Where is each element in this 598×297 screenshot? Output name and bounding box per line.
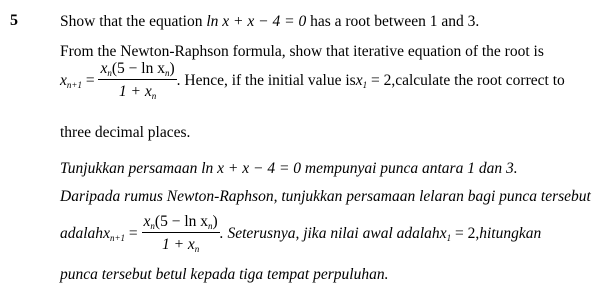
malay-equation: ln x + x − 4 = 0 — [201, 160, 302, 177]
malay-formula-lhs: $x_{n+1}$ — [103, 224, 126, 243]
english-line-2: From the Newton-Raphson formula, show that iterative equation of the root is — [60, 43, 544, 60]
english-line3-end: calculate the root correct to — [395, 71, 565, 89]
initial-value: $x_1 = 2$, — [355, 71, 396, 90]
malay-fraction-numerator: $x_n(5 - \ln x_n)$ — [143, 213, 218, 231]
english-line-1 — [60, 14, 479, 30]
malay-line-2: Daripada rumus Newton-Raphson, tunjukkan persamaan lelaran bagi punca tersebut — [60, 188, 591, 205]
formula-equals: = — [85, 71, 95, 89]
malay-formula-line — [60, 213, 541, 254]
english-line1-pre: Show that the equation — [60, 13, 207, 30]
malay-line1-post: mempunyai punca antara 1 dan 3. — [301, 160, 518, 177]
malay-line3-end: hitungkan — [479, 224, 542, 242]
malay-line3-pre: adalah — [60, 224, 104, 242]
question-number: 5 — [10, 12, 18, 29]
english-formula-line — [60, 60, 565, 101]
english-line3-post: . Hence, if the initial value is — [176, 71, 356, 89]
malay-fraction-denominator: $1 + x_n$ — [142, 232, 220, 254]
english-line-4: three decimal places. — [60, 124, 191, 141]
english-equation: ln x + x − 4 = 0 — [206, 13, 307, 30]
malay-newton-raphson-fraction — [142, 213, 220, 254]
malay-line3-post: . Seterusnya, jika nilai awal adalah — [219, 224, 440, 242]
malay-line-4: punca tersebut betul kepada tiga tempat perpuluhan. — [60, 266, 389, 283]
malay-initial-value: $x_1 = 2$, — [439, 224, 480, 243]
english-line1-post: has a root between 1 and 3. — [306, 13, 480, 30]
formula-lhs: $x_{n+1}$ — [60, 71, 82, 90]
newton-raphson-fraction — [98, 60, 176, 101]
malay-formula-equals: = — [128, 224, 138, 242]
malay-line1-pre: Tunjukkan persamaan — [60, 160, 202, 177]
malay-line-1 — [60, 161, 518, 177]
fraction-denominator: $1 + x_n$ — [98, 79, 176, 101]
fraction-numerator: $x_n(5 - \ln x_n)$ — [100, 60, 175, 78]
